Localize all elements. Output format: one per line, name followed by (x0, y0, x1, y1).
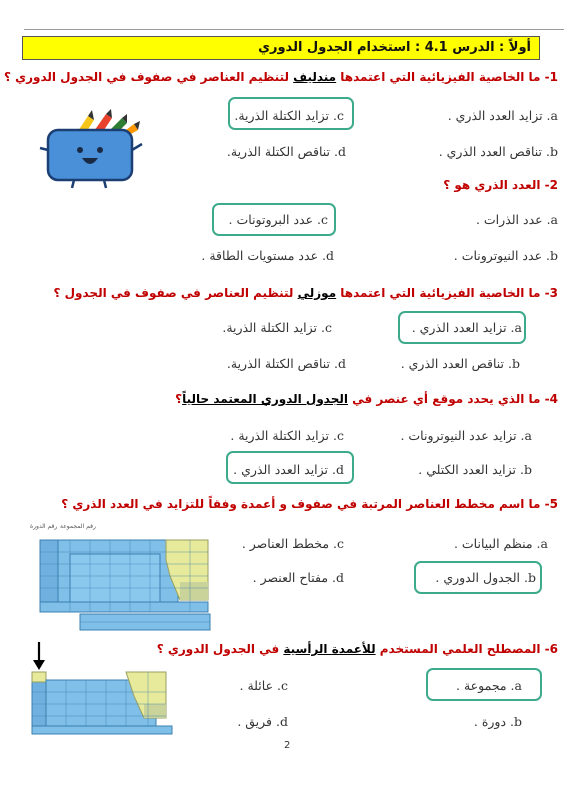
q1-option-d[interactable]: d. تناقص الكتلة الذرية. (226, 144, 346, 159)
lesson-title: أولاً : الدرس 4.1 : استخدام الجدول الدوري (22, 36, 540, 60)
period-number-label: رقم الدورة (30, 523, 58, 530)
q3-option-a[interactable]: a. تزايد العدد الذري . (411, 320, 522, 335)
q3-option-d[interactable]: d. تناقص الكتلة الذرية. (226, 356, 346, 371)
question-2: 2- العدد الذري هو ؟ (443, 178, 558, 192)
question-4: 4- ما الذي يحدد موقع أي عنصر في الجدول الدوري المعتمد حالياً؟ (175, 392, 558, 406)
q1-option-b[interactable]: b. تناقص العدد الذري . (438, 144, 558, 159)
q4-option-a[interactable]: a. تزايد عدد النيوترونات . (400, 428, 532, 443)
q2-option-a[interactable]: a. عدد الذرات . (475, 212, 558, 227)
q4-option-b[interactable]: b. تزايد العدد الكتلي . (418, 462, 532, 477)
q2-option-b[interactable]: b. عدد النيوترونات . (453, 248, 558, 263)
q6-option-b[interactable]: b. دورة . (473, 714, 522, 729)
group-number-label: رقم المجموعة (60, 523, 96, 530)
q1-option-a[interactable]: a. تزايد العدد الذري . (447, 108, 558, 123)
q3-option-c[interactable]: c. تزايد الكتلة الذرية. (222, 320, 332, 335)
q5-option-d[interactable]: d. مفتاح العنصر . (252, 570, 344, 585)
q3-option-b[interactable]: b. تناقص العدد الذري . (400, 356, 520, 371)
periodic-table-diagram-1 (30, 530, 220, 636)
q2-option-c[interactable]: c. عدد البروتونات . (228, 212, 328, 227)
q6-option-a[interactable]: a. مجموعة . (456, 678, 522, 693)
page-number: 2 (284, 740, 291, 751)
q2-option-d[interactable]: d. عدد مستويات الطاقة . (201, 248, 334, 263)
q5-option-a[interactable]: a. منظم البيانات . (453, 536, 548, 551)
top-rule (24, 29, 564, 30)
down-arrow-icon (33, 642, 45, 670)
q4-option-c[interactable]: c. تزايد الكتلة الذرية . (230, 428, 344, 443)
periodic-table-diagram-2 (26, 640, 186, 736)
question-5: 5- ما اسم مخطط العناصر المرتبة في صفوف و أعمدة وفقاً للتزايد في العدد الذري ؟ (61, 497, 558, 511)
q5-option-c[interactable]: c. مخطط العناصر . (241, 536, 344, 551)
question-1: 1- ما الخاصية الفيزيائية التي اعتمدها مندليف لتنظيم العناصر في صفوف في الجدول الدوري ؟ (3, 70, 558, 84)
pencil-case-mascot-illustration (26, 104, 166, 190)
q5-option-b[interactable]: b. الجدول الدوري . (435, 570, 536, 585)
q4-option-d[interactable]: d. تزايد العدد الذري . (233, 462, 344, 477)
q6-option-c[interactable]: c. عائلة . (239, 678, 288, 693)
question-6: 6- المصطلح العلمي المستخدم للأعمدة الرأسية في الجدول الدوري ؟ (156, 642, 558, 656)
question-3: 3- ما الخاصية الفيزيائية التي اعتمدها موزلي لتنظيم العناصر في صفوف في الجدول ؟ (53, 286, 558, 300)
q1-option-c[interactable]: c. تزايد الكتلة الذرية. (234, 108, 344, 123)
q6-option-d[interactable]: d. فريق . (237, 714, 288, 729)
